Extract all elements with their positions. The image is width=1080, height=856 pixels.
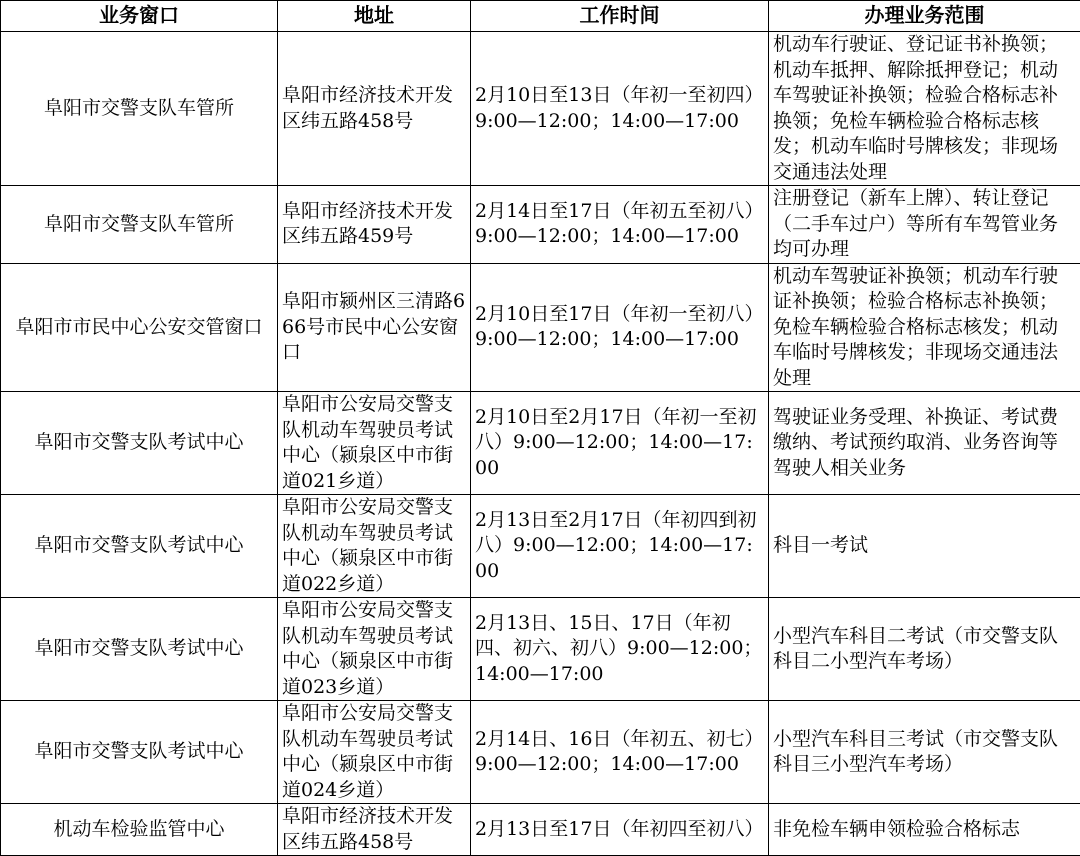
hours-cell: 2月10日至2月17日（年初一至初八）9:00—12:00；14:00—17:00 [471, 392, 769, 495]
address-cell: 阜阳市经济技术开发区纬五路458号 [278, 32, 471, 186]
window-cell: 阜阳市交警支队考试中心 [1, 598, 278, 701]
scope-cell: 注册登记（新车上牌）、转让登记（二手车过户）等所有车驾管业务均可办理 [769, 186, 1080, 264]
address-cell: 阜阳市经济技术开发区纬五路458号 [278, 804, 471, 856]
table-row [1, 495, 1080, 598]
scope-cell: 小型汽车科目二考试（市交警支队科目二小型汽车考场） [769, 598, 1080, 701]
scope-cell: 驾驶证业务受理、补换证、考试费缴纳、考试预约取消、业务咨询等驾驶人相关业务 [769, 392, 1080, 495]
hours-cell: 2月14日至17日（年初五至初八）9:00—12:00；14:00—17:00 [471, 186, 769, 264]
window-cell: 阜阳市市民中心公安交管窗口 [1, 263, 278, 392]
address-cell: 阜阳市公安局交警支队机动车驾驶员考试中心（颍泉区中市街道023乡道） [278, 598, 471, 701]
hours-cell: 2月13日至2月17日（年初四到初八）9:00—12:00；14:00—17:00 [471, 495, 769, 598]
scope-cell: 机动车驾驶证补换领；机动车行驶证补换领；检验合格标志补换领；免检车辆检验合格标志核发；机动车临时号牌核发；非现场交通违法处理 [769, 263, 1080, 392]
header-row [1, 1, 1080, 32]
hours-cell: 2月10日至13日（年初一至初四）9:00—12:00；14:00—17:00 [471, 32, 769, 186]
window-cell: 阜阳市交警支队考试中心 [1, 392, 278, 495]
scope-cell: 非免检车辆申领检验合格标志 [769, 804, 1080, 856]
window-cell: 机动车检验监管中心 [1, 804, 278, 856]
address-cell: 阜阳市公安局交警支队机动车驾驶员考试中心（颍泉区中市街道022乡道） [278, 495, 471, 598]
address-cell: 阜阳市公安局交警支队机动车驾驶员考试中心（颍泉区中市街道021乡道） [278, 392, 471, 495]
table-row [1, 392, 1080, 495]
header-window: 业务窗口 [1, 1, 278, 32]
table-row [1, 32, 1080, 186]
address-cell: 阜阳市公安局交警支队机动车驾驶员考试中心（颍泉区中市街道024乡道） [278, 701, 471, 804]
header-scope: 办理业务范围 [769, 1, 1080, 32]
table-row [1, 263, 1080, 392]
address-cell: 阜阳市颍州区三清路666号市民中心公安窗口 [278, 263, 471, 392]
scope-cell: 小型汽车科目三考试（市交警支队科目三小型汽车考场） [769, 701, 1080, 804]
hours-cell: 2月13日、15日、17日（年初四、初六、初八）9:00—12:00；14:00—17:00 [471, 598, 769, 701]
hours-cell: 2月13日至17日（年初四至初八） [471, 804, 769, 856]
window-cell: 阜阳市交警支队车管所 [1, 32, 278, 186]
address-cell: 阜阳市经济技术开发区纬五路459号 [278, 186, 471, 264]
window-cell: 阜阳市交警支队考试中心 [1, 701, 278, 804]
scope-cell: 机动车行驶证、登记证书补换领；机动车抵押、解除抵押登记；机动车驾驶证补换领；检验合格标志补换领；免检车辆检验合格标志核发；机动车临时号牌核发；非现场交通违法处理 [769, 32, 1080, 186]
table-row [1, 804, 1080, 856]
window-cell: 阜阳市交警支队考试中心 [1, 495, 278, 598]
scope-cell: 科目一考试 [769, 495, 1080, 598]
hours-cell: 2月14日、16日（年初五、初七）9:00—12:00；14:00—17:00 [471, 701, 769, 804]
window-cell: 阜阳市交警支队车管所 [1, 186, 278, 264]
table-row [1, 186, 1080, 264]
table-row [1, 598, 1080, 701]
header-address: 地址 [278, 1, 471, 32]
hours-cell: 2月10日至17日（年初一至初八）9:00—12:00；14:00—17:00 [471, 263, 769, 392]
table-row [1, 701, 1080, 804]
header-hours: 工作时间 [471, 1, 769, 32]
